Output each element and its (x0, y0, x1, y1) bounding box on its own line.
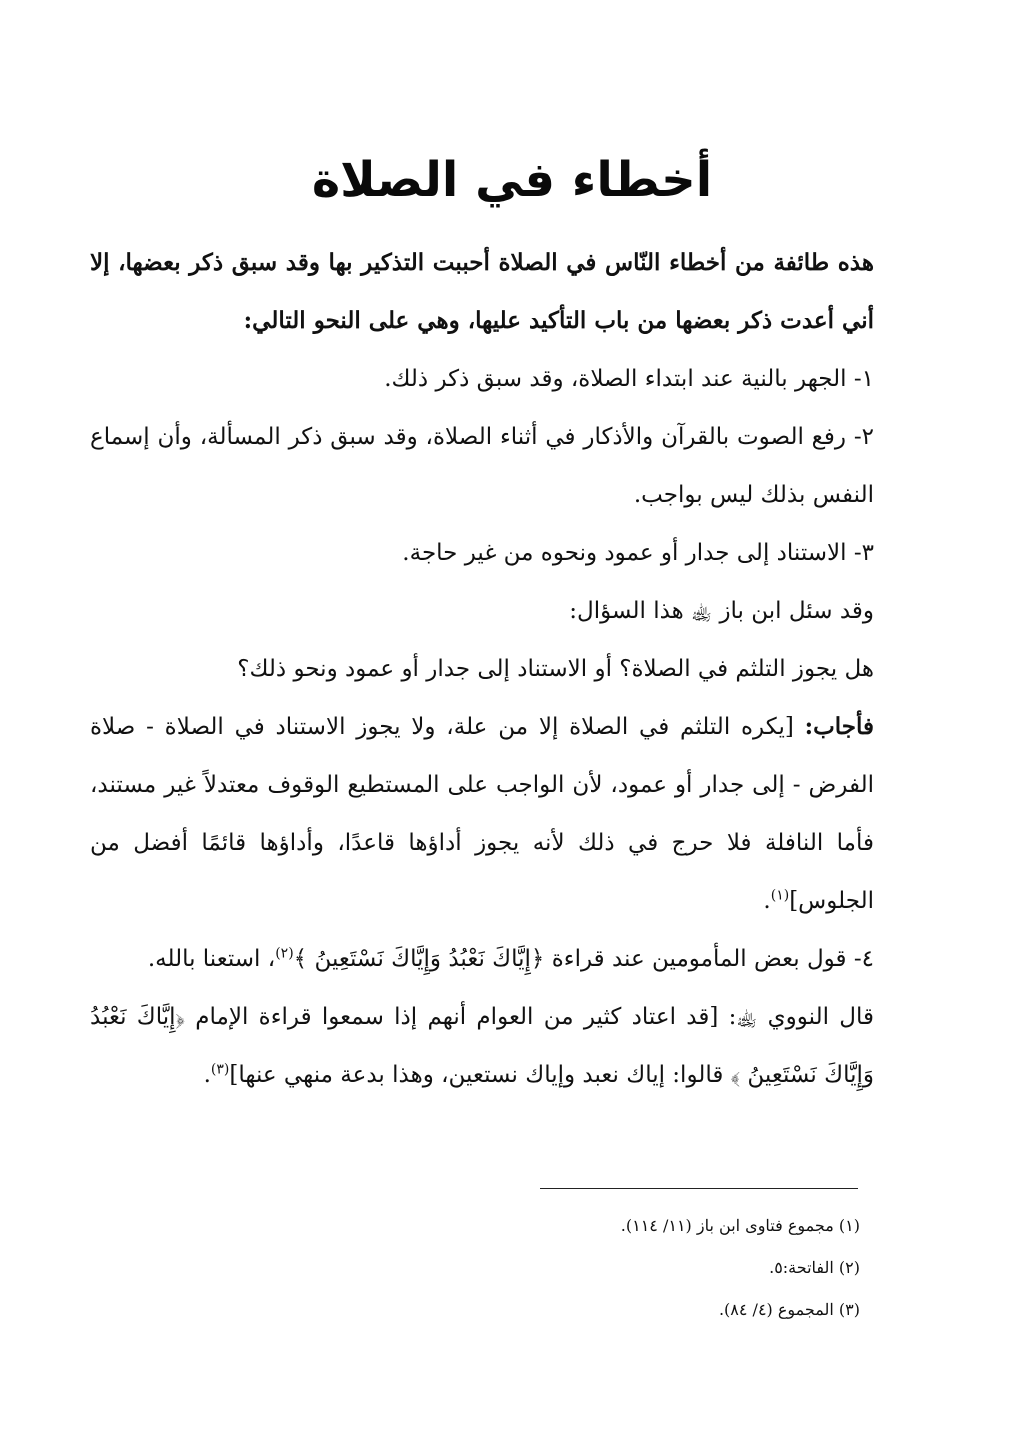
footnote-ref-2: (٢) (275, 945, 294, 962)
list-item-4 (90, 930, 934, 988)
list-item-3: ٣- الاستناد إلى جدار أو عمود ونحوه من غير حاجة. (402, 540, 874, 566)
footnotes (90, 1205, 860, 1331)
list-item-1: ١- الجهر بالنية عند ابتداء الصلاة، وقد سبق ذكر ذلك. (384, 366, 874, 392)
question-text: هل يجوز التلثم في الصلاة؟ أو الاستناد إلى جدار أو عمود ونحو ذلك؟ (237, 656, 874, 682)
answer-lead: فأجاب: (804, 713, 875, 740)
page-title: أخطاء في الصلاة (311, 152, 713, 208)
intro-paragraph: هذه طائفة من أخطاء النّاس في الصلاة أحببت التذكير بها وقد سبق ذكر بعضها، إلا أني أعدت ذكر بعضها من باب التأكيد عليها، وهي على النحو التالي: (90, 249, 874, 334)
footnote-divider (540, 1188, 858, 1189)
document-body (90, 234, 934, 1104)
footnote-3: (٣) المجموع (٤/ ٨٤). (718, 1300, 860, 1319)
answer-text: [يكره التلثم في الصلاة إلا من علة، ولا يجوز الاستناد في الصلاة - صلاة الفرض - إلى جدار أو عمود، لأن الواجب على المستطيع الوقوف معتدلاً غير مستند، فأما النافلة فلا حرج في ذلك لأنه يجوز أداؤها قاعدًا، وأداؤها قائمًا أفضل من الجلوس] (90, 714, 874, 914)
item4-end: ، استعنا بالله. (147, 946, 276, 972)
footnote-1: (١) مجموع فتاوى ابن باز (١١/ ١١٤). (620, 1216, 860, 1235)
item4-text: ٤- قول بعض المأمومين عند قراءة ﴿إِيَّاكَ نَعْبُدُ وَإِيَّاكَ نَسْتَعِينُ ﴾ (293, 946, 874, 972)
footnote-ref-3: (٣) (210, 1061, 230, 1078)
footnote-2: (٢) الفاتحة:٥. (769, 1258, 860, 1277)
answer-paragraph (90, 698, 934, 930)
ibn-baz-intro: وقد سئل ابن باز ﵀ هذا السؤال: (569, 598, 874, 624)
nawawi-paragraph (90, 988, 934, 1104)
footnote-ref-1: (١) (770, 887, 790, 904)
answer-end: . (763, 888, 771, 914)
nawawi-text: قال النووي ﵀: [قد اعتاد كثير من العوام أنهم إذا سمعوا قراءة الإمام ﴿إِيَّاكَ نَعْبُدُ وَإِيَّاكَ نَسْتَعِينُ ﴾ قالوا: إياك نعبد وإياك نستعين، وهذا بدعة منهي عنها] (90, 1004, 874, 1088)
nawawi-end: . (203, 1062, 211, 1088)
list-item-2: ٢- رفع الصوت بالقرآن والأذكار في أثناء الصلاة، وقد سبق ذكر المسألة، وأن إسماع النفس بذلك ليس بواجب. (90, 424, 874, 508)
